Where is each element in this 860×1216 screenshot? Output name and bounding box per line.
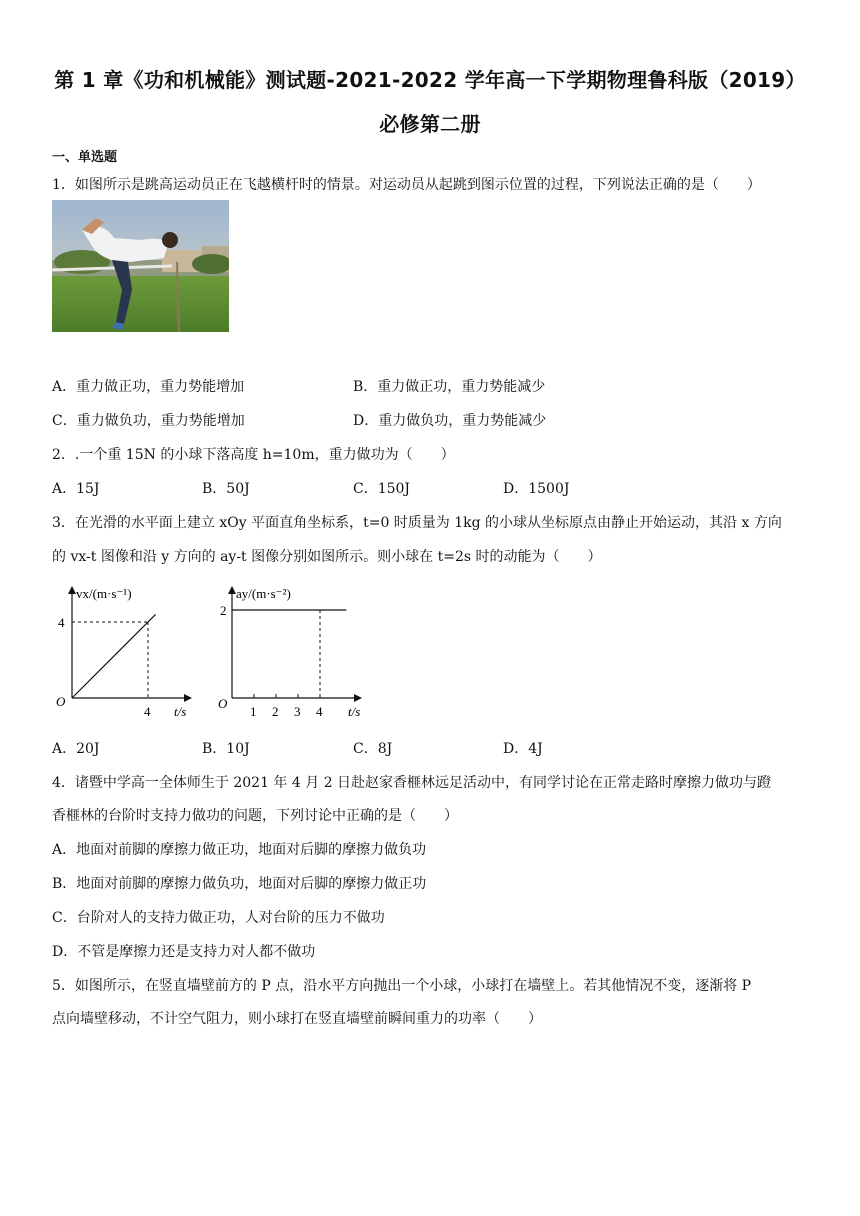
q1-option-a: A．重力做正功，重力势能增加	[52, 379, 245, 395]
ay-t-graph	[214, 580, 374, 722]
q4-stem-line2: 香榧林的台阶时支持力做功的问题，下列讨论中正确的是（ ）	[52, 808, 458, 824]
y-axis-label: vx/(m·s⁻¹)	[76, 586, 132, 601]
x-tick-label: 4	[316, 704, 323, 719]
q1-option-d: D．重力做负功，重力势能减少	[353, 413, 547, 429]
x-tick-label: 3	[294, 704, 301, 719]
q5-stem-line1: 5．如图所示，在竖直墙壁前方的 P 点，沿水平方向抛出一个小球，小球打在墙壁上。若其他情况不变，逐渐将 P	[52, 978, 752, 994]
vx-t-graph	[52, 580, 202, 722]
q3-option-b: B．10J	[202, 741, 250, 757]
vx-line	[72, 614, 156, 698]
q3-option-d: D．4J	[503, 741, 543, 757]
origin-label: O	[218, 696, 228, 711]
y-axis-arrow	[68, 586, 76, 594]
x-tick-label: 2	[272, 704, 279, 719]
x-tick-label: 4	[144, 704, 151, 719]
section-heading: 一、单选题	[52, 150, 118, 165]
y-axis-arrow	[228, 586, 236, 594]
q2-option-b: B．50J	[202, 481, 250, 497]
x-axis-arrow	[354, 694, 362, 702]
q4-option-a: A．地面对前脚的摩擦力做正功，地面对后脚的摩擦力做负功	[52, 842, 427, 858]
q3-stem-line1: 3．在光滑的水平面上建立 xOy 平面直角坐标系，t=0 时质量为 1kg 的小球从坐标原点由静止开始运动，其沿 x 方向	[52, 515, 782, 531]
paper-title-line2: 必修第二册	[379, 112, 481, 136]
q3-stem-line2: 的 vx-t 图像和沿 y 方向的 ay-t 图像分别如图所示。则小球在 t=2s 时的动能为（ ）	[52, 549, 602, 565]
q3-option-a: A．20J	[52, 741, 100, 757]
q2-option-c: C．150J	[353, 481, 411, 497]
q4-option-b: B．地面对前脚的摩擦力做负功，地面对后脚的摩擦力做正功	[52, 876, 427, 892]
q5-stem-line2: 点向墙壁移动，不计空气阻力，则小球打在竖直墙壁前瞬间重力的功率（ ）	[52, 1011, 542, 1027]
x-axis-label: t/s	[174, 704, 187, 719]
q2-option-d: D．1500J	[503, 481, 570, 497]
q1-stem: 1．如图所示是跳高运动员正在飞越横杆时的情景。对运动员从起跳到图示位置的过程，下列说法正确的是（ ）	[52, 177, 761, 193]
y-tick-label: 4	[58, 615, 65, 630]
x-axis-label: t/s	[348, 704, 361, 719]
y-axis-label: ay/(m·s⁻²)	[236, 586, 291, 601]
q2-stem: 2．.一个重 15N 的小球下落高度 h=10m，重力做功为（ ）	[52, 447, 455, 463]
y-tick-label: 2	[220, 603, 227, 618]
q1-option-b: B．重力做正功，重力势能减少	[353, 379, 546, 395]
paper-title-line1: 第 1 章《功和机械能》测试题-2021-2022 学年高一下学期物理鲁科版（2019）	[54, 68, 806, 92]
high-jump-photo	[52, 200, 229, 332]
q4-stem-line1: 4．诸暨中学高一全体师生于 2021 年 4 月 2 日赴赵家香榧林远足活动中，有同学讨论在正常走路时摩擦力做功与蹬	[52, 775, 772, 791]
x-axis-arrow	[184, 694, 192, 702]
q4-option-d: D．不管是摩擦力还是支持力对人都不做功	[52, 944, 316, 960]
x-tick-label: 1	[250, 704, 257, 719]
q1-option-c: C．重力做负功，重力势能增加	[52, 413, 245, 429]
q2-option-a: A．15J	[52, 481, 100, 497]
q4-option-c: C．台阶对人的支持力做正功，人对台阶的压力不做功	[52, 910, 385, 926]
origin-label: O	[56, 694, 66, 709]
q3-option-c: C．8J	[353, 741, 393, 757]
